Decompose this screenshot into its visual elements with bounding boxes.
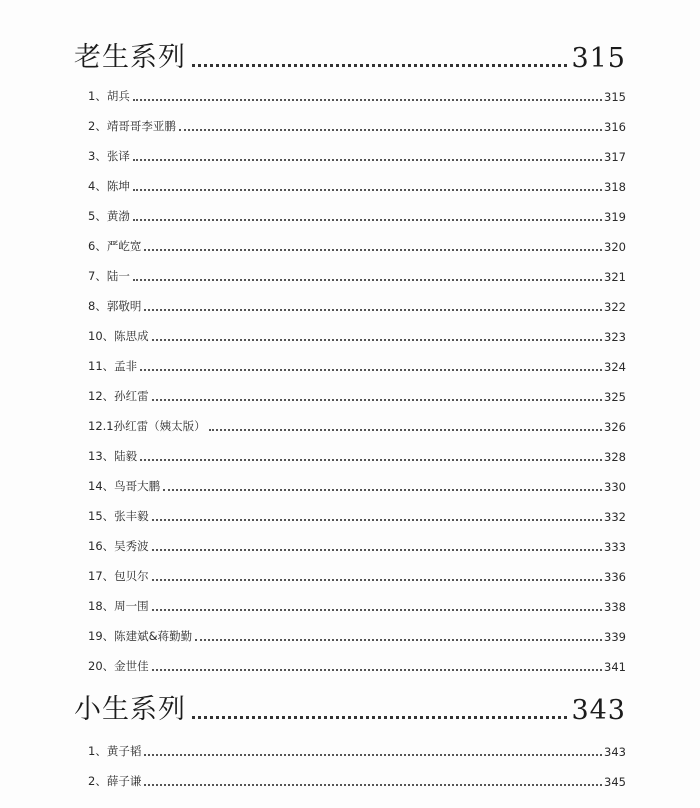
section-page-number: 315 bbox=[571, 43, 626, 74]
toc-entry bbox=[88, 351, 626, 381]
dot-leader bbox=[152, 549, 602, 551]
toc-entry bbox=[88, 651, 626, 681]
entry-label: 2、靖哥哥李亚鹏 bbox=[88, 119, 176, 133]
entry-label: 18、周一围 bbox=[88, 599, 149, 613]
section-heading bbox=[74, 34, 626, 74]
toc-entries-2 bbox=[88, 736, 626, 796]
toc-entry bbox=[88, 766, 626, 796]
entry-page-number: 322 bbox=[604, 300, 626, 314]
entry-label: 3、张译 bbox=[88, 149, 130, 163]
dot-leader bbox=[144, 309, 602, 311]
entry-page-number: 343 bbox=[604, 745, 626, 759]
toc-entry bbox=[88, 561, 626, 591]
dot-leader bbox=[179, 129, 602, 131]
entry-label: 8、郭敬明 bbox=[88, 299, 142, 313]
entry-label: 12、孙红雷 bbox=[88, 389, 149, 403]
dot-leader bbox=[152, 339, 602, 341]
toc-entry bbox=[88, 81, 626, 111]
entry-page-number: 341 bbox=[604, 660, 626, 674]
dot-leader bbox=[133, 279, 602, 281]
dot-leader bbox=[195, 639, 602, 641]
entry-label: 14、鸟哥大鹏 bbox=[88, 479, 161, 493]
section-title: 老生系列 bbox=[74, 42, 186, 73]
entry-page-number: 317 bbox=[604, 150, 626, 164]
dot-leader bbox=[192, 64, 567, 67]
entry-label: 19、陈建斌&蒋勤勤 bbox=[88, 629, 193, 643]
dot-leader bbox=[133, 189, 602, 191]
dot-leader bbox=[140, 369, 602, 371]
entry-label: 15、张丰毅 bbox=[88, 509, 149, 523]
toc-entry bbox=[88, 231, 626, 261]
entry-label: 5、黄渤 bbox=[88, 209, 130, 223]
toc-entry bbox=[88, 531, 626, 561]
dot-leader bbox=[152, 609, 602, 611]
entry-label: 12.1孙红雷（姨太版） bbox=[88, 419, 206, 433]
entry-page-number: 325 bbox=[604, 390, 626, 404]
entry-page-number: 319 bbox=[604, 210, 626, 224]
entry-page-number: 323 bbox=[604, 330, 626, 344]
toc-section-2 bbox=[74, 686, 626, 726]
toc-entry bbox=[88, 291, 626, 321]
section-page-number: 343 bbox=[571, 695, 626, 726]
toc-entry bbox=[88, 141, 626, 171]
dot-leader bbox=[152, 579, 602, 581]
entry-label: 7、陆一 bbox=[88, 269, 130, 283]
entry-page-number: 332 bbox=[604, 510, 626, 524]
toc-entry bbox=[88, 111, 626, 141]
toc-entry bbox=[88, 411, 626, 441]
dot-leader bbox=[163, 489, 602, 491]
dot-leader bbox=[144, 249, 602, 251]
entry-page-number: 345 bbox=[604, 775, 626, 789]
toc-entries-1 bbox=[88, 81, 626, 681]
entry-page-number: 326 bbox=[604, 420, 626, 434]
entry-label: 4、陈坤 bbox=[88, 179, 130, 193]
dot-leader bbox=[144, 784, 602, 786]
toc-entry bbox=[88, 201, 626, 231]
dot-leader bbox=[144, 754, 602, 756]
toc-entry bbox=[88, 471, 626, 501]
entry-label: 1、胡兵 bbox=[88, 89, 130, 103]
toc-entry bbox=[88, 171, 626, 201]
section-title: 小生系列 bbox=[74, 694, 186, 725]
entry-page-number: 315 bbox=[604, 90, 626, 104]
entry-page-number: 320 bbox=[604, 240, 626, 254]
dot-leader bbox=[209, 429, 602, 431]
entry-label: 11、孟非 bbox=[88, 359, 138, 373]
dot-leader bbox=[133, 219, 602, 221]
entry-page-number: 330 bbox=[604, 480, 626, 494]
toc-entry bbox=[88, 441, 626, 471]
entry-page-number: 318 bbox=[604, 180, 626, 194]
entry-page-number: 339 bbox=[604, 630, 626, 644]
toc-entry bbox=[88, 736, 626, 766]
dot-leader bbox=[192, 716, 567, 719]
toc-entry bbox=[88, 621, 626, 651]
entry-page-number: 324 bbox=[604, 360, 626, 374]
toc-entry bbox=[88, 321, 626, 351]
entry-page-number: 328 bbox=[604, 450, 626, 464]
toc-entry bbox=[88, 591, 626, 621]
entry-label: 6、严屹宽 bbox=[88, 239, 142, 253]
toc-section-1 bbox=[74, 34, 626, 74]
dot-leader bbox=[140, 459, 602, 461]
entry-label: 10、陈思成 bbox=[88, 329, 149, 343]
entry-label: 20、金世佳 bbox=[88, 659, 149, 673]
toc-entry bbox=[88, 381, 626, 411]
entry-page-number: 333 bbox=[604, 540, 626, 554]
entry-label: 2、薛子谦 bbox=[88, 774, 142, 788]
dot-leader bbox=[152, 399, 602, 401]
entry-label: 1、黄子韬 bbox=[88, 744, 142, 758]
entry-label: 13、陆毅 bbox=[88, 449, 138, 463]
entry-page-number: 338 bbox=[604, 600, 626, 614]
toc-entry bbox=[88, 261, 626, 291]
entry-page-number: 316 bbox=[604, 120, 626, 134]
section-heading bbox=[74, 686, 626, 726]
dot-leader bbox=[152, 519, 602, 521]
dot-leader bbox=[133, 99, 602, 101]
entry-page-number: 321 bbox=[604, 270, 626, 284]
dot-leader bbox=[152, 669, 602, 671]
entry-label: 16、吴秀波 bbox=[88, 539, 149, 553]
entry-page-number: 336 bbox=[604, 570, 626, 584]
dot-leader bbox=[133, 159, 602, 161]
toc-entry bbox=[88, 501, 626, 531]
entry-label: 17、包贝尔 bbox=[88, 569, 149, 583]
